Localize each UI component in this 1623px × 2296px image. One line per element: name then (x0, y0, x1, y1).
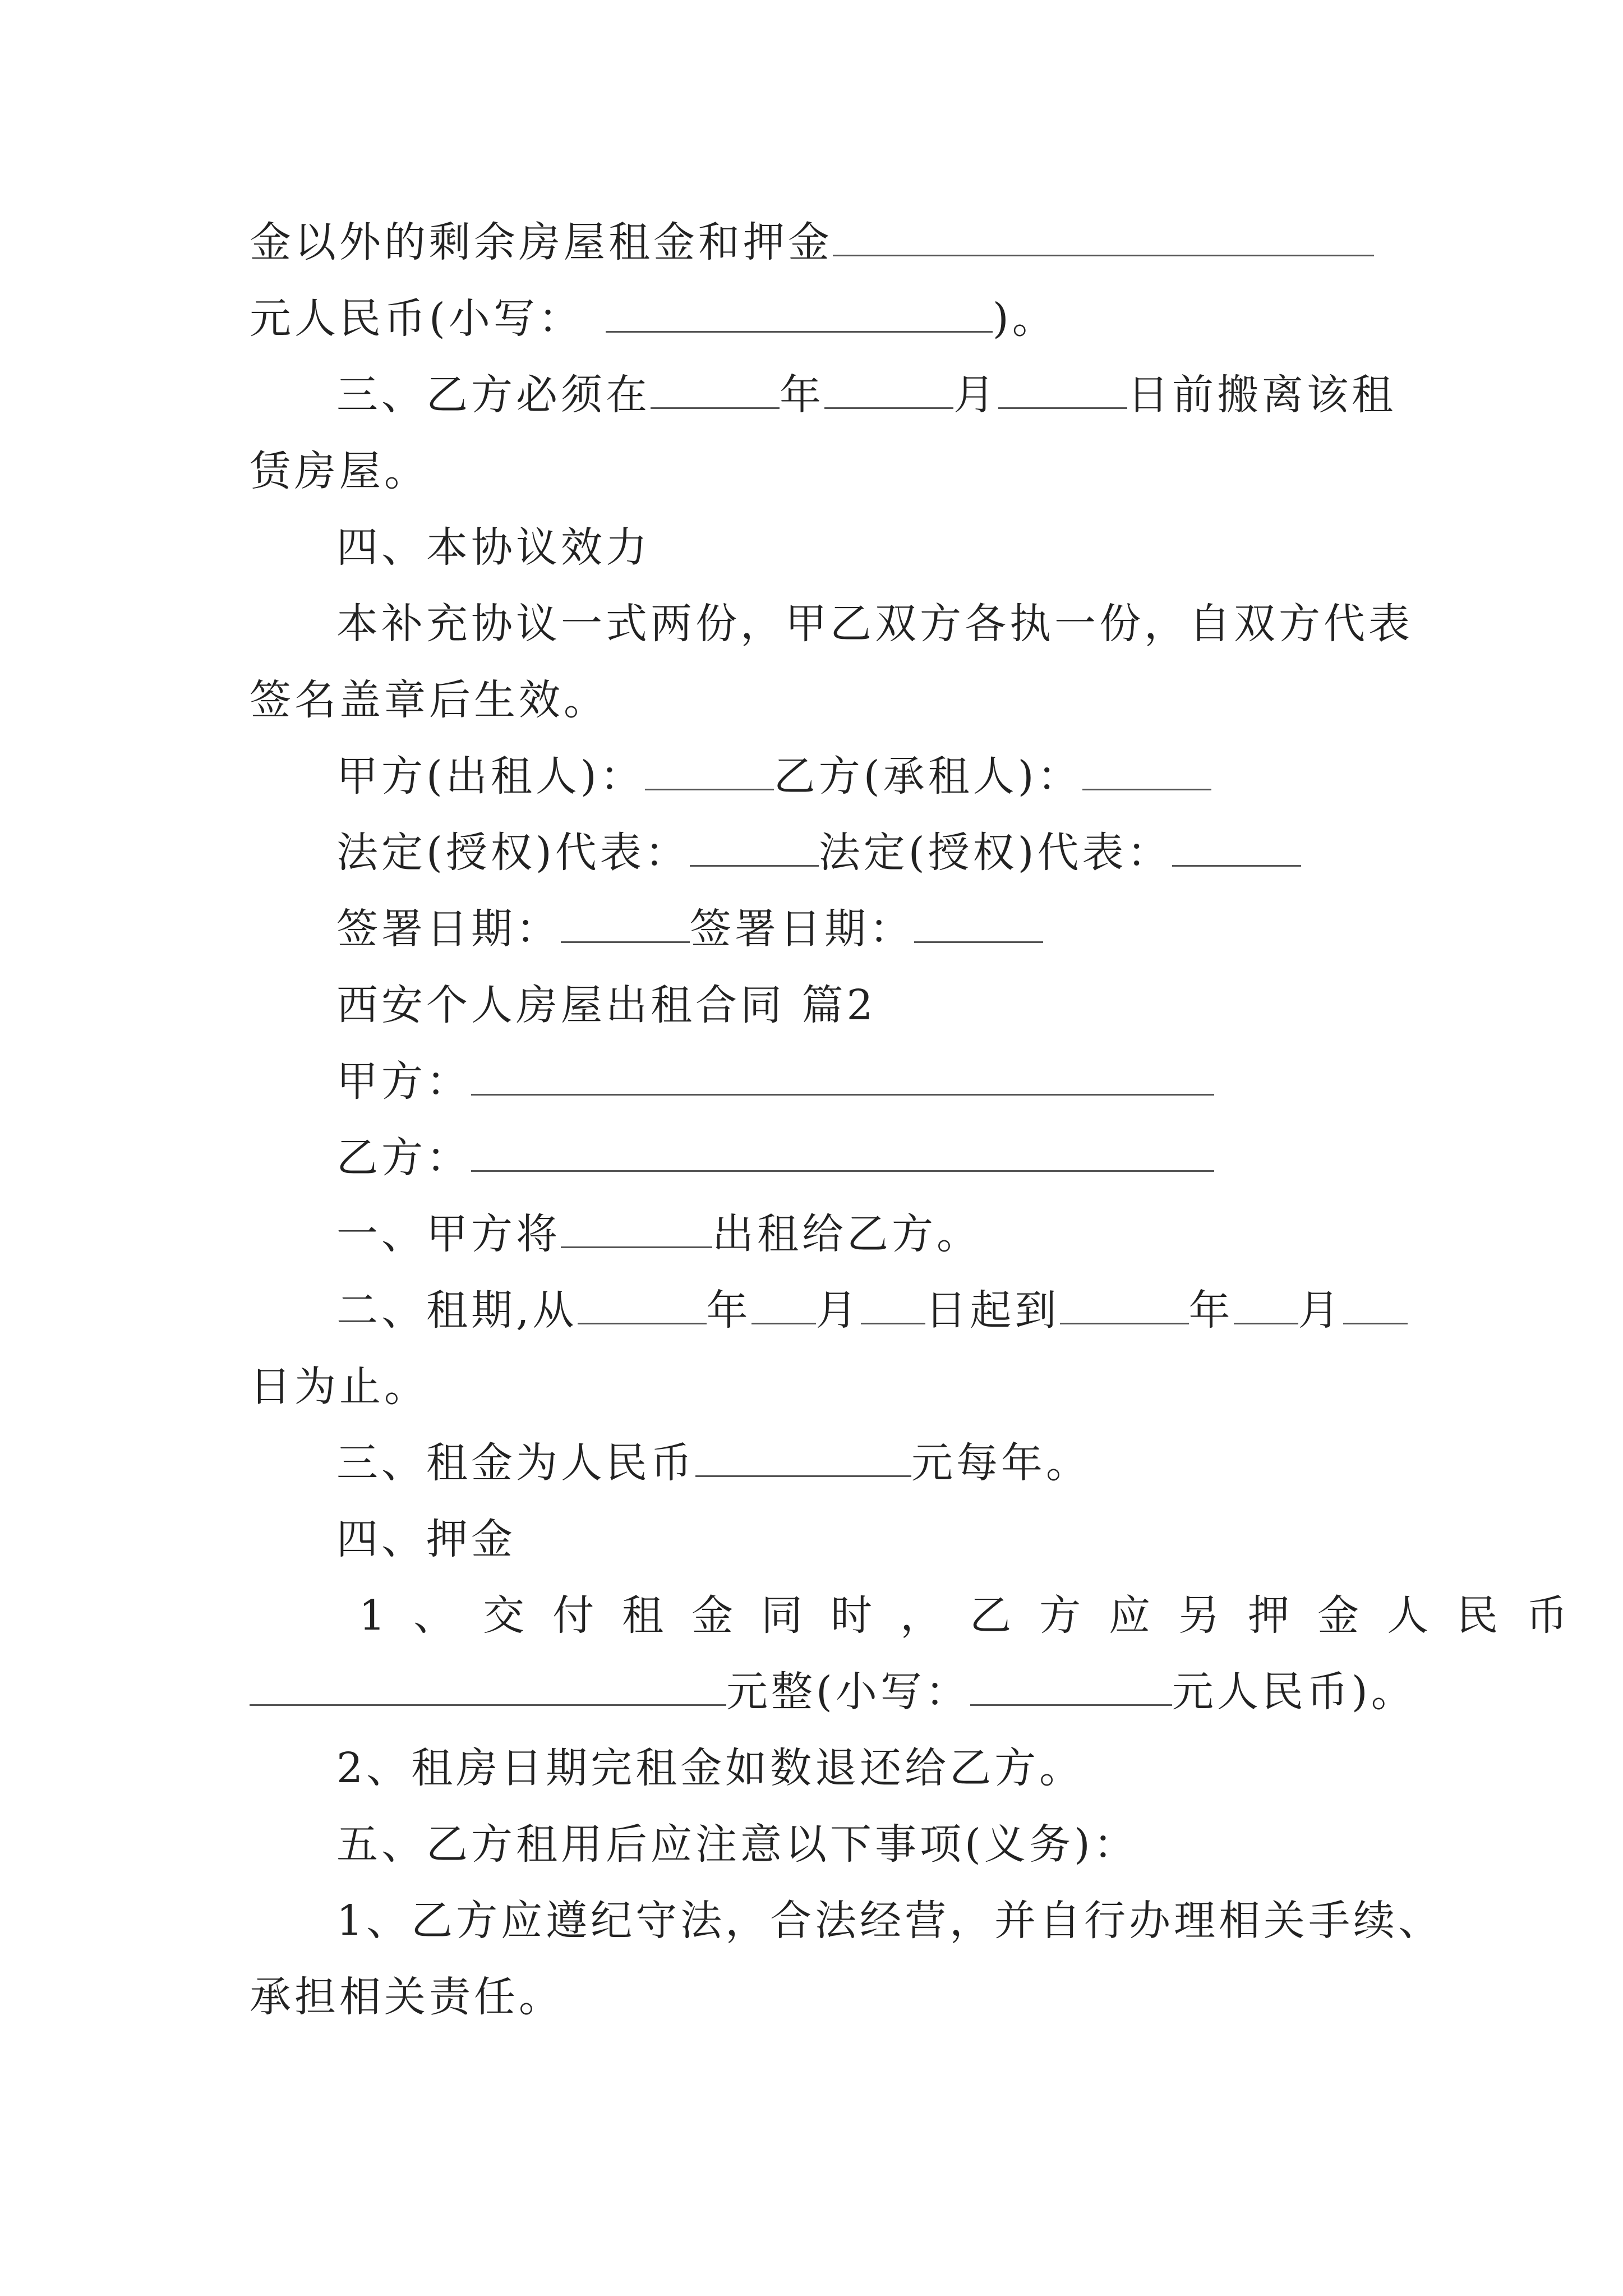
text-segment: 元人民币)。 (1172, 1668, 1416, 1716)
text-segment: 月 (815, 1286, 861, 1335)
text-line (250, 672, 608, 728)
fill-in-blank[interactable] (998, 374, 1127, 409)
text-segment: 本补充协议一式两份，甲乙双方各执一份，自双方代表 (336, 600, 1413, 648)
text-segment: 月 (953, 371, 998, 419)
text-segment: 承担相关责任。 (250, 1973, 564, 2021)
text-segment: 1、乙方应遵纪守法，合法经营，并自行办理相关手续、 (336, 1897, 1444, 1945)
text-segment: 二、租期,从 (336, 1286, 578, 1335)
text-segment: 元整(小写： (726, 1668, 970, 1716)
fill-in-blank[interactable] (1343, 1289, 1408, 1324)
text-line (336, 1053, 1214, 1110)
text-segment: 甲方(出租人)： (336, 752, 645, 800)
fill-in-blank[interactable] (751, 1289, 816, 1324)
text-line (336, 1740, 1084, 1796)
text-segment: 年 (706, 1286, 751, 1335)
text-segment: 月 (1298, 1286, 1343, 1335)
fill-in-blank[interactable] (1172, 831, 1301, 867)
text-line (250, 1664, 1416, 1720)
text-line (336, 748, 1211, 804)
fill-in-blank[interactable] (651, 374, 780, 409)
fill-in-blank[interactable] (1082, 755, 1211, 790)
text-segment: 1、交付租金同时，乙方应另押金人民币 (359, 1591, 1596, 1640)
text-segment: 甲方： (336, 1057, 471, 1106)
text-segment: 日前搬离该租 (1127, 371, 1396, 419)
text-line (359, 1588, 1596, 1644)
text-line (336, 1511, 516, 1567)
fill-in-blank[interactable] (690, 831, 819, 867)
text-segment: 法定(授权)代表： (336, 829, 690, 877)
text-segment: 2、租房日期完租金如数退还给乙方。 (336, 1744, 1085, 1792)
text-segment: 赁房屋。 (250, 447, 429, 495)
fill-in-blank[interactable] (645, 755, 774, 790)
fill-in-blank[interactable] (833, 221, 1374, 256)
text-line (336, 519, 651, 576)
fill-in-blank[interactable] (471, 1060, 1214, 1096)
text-line (250, 214, 1374, 270)
text-segment: 法定(授权)代表： (818, 829, 1172, 877)
text-segment: 金以外的剩余房屋租金和押金 (250, 218, 833, 266)
text-segment: 出租给乙方。 (712, 1210, 981, 1258)
text-segment: 乙方(承租人)： (773, 752, 1082, 800)
fill-in-blank[interactable] (578, 1289, 707, 1324)
text-line (336, 367, 1396, 423)
text-segment: 元人民币(小写： (250, 295, 583, 343)
fill-in-blank[interactable] (861, 1289, 925, 1324)
text-segment: 日起到 (925, 1286, 1060, 1335)
text-line (250, 1969, 564, 2025)
text-line (336, 977, 877, 1033)
fill-in-blank[interactable] (695, 1442, 911, 1477)
section-heading: 四、押金 (336, 1515, 516, 1563)
fill-in-blank[interactable] (1234, 1289, 1298, 1324)
text-segment: 三、租金为人民币 (336, 1439, 695, 1487)
text-segment: 元每年。 (911, 1439, 1091, 1487)
fill-in-blank[interactable] (561, 908, 690, 943)
text-segment: 乙方： (336, 1134, 471, 1182)
text-line (336, 825, 1301, 881)
section-heading: 五、乙方租用后应注意以下事项(义务)： (336, 1820, 1138, 1869)
text-segment: 年 (780, 371, 824, 419)
text-line (336, 901, 1043, 957)
fill-in-blank[interactable] (250, 1671, 726, 1706)
text-segment: 年 (1188, 1286, 1234, 1335)
text-line (336, 1282, 1408, 1338)
text-line (336, 596, 1413, 652)
text-segment: )。 (992, 295, 1057, 343)
text-segment: 三、乙方必须在 (336, 371, 651, 419)
text-line (336, 1435, 1091, 1491)
text-segment: 签名盖章后生效。 (250, 676, 608, 724)
text-line (336, 1816, 1138, 1872)
text-line (250, 443, 429, 499)
text-segment: 一、甲方将 (336, 1210, 561, 1258)
text-line (336, 1206, 981, 1262)
text-segment: 签署日期： (336, 905, 561, 953)
text-line (250, 1359, 429, 1415)
text-line (336, 1893, 1443, 1949)
fill-in-blank[interactable] (471, 1137, 1214, 1172)
fill-in-blank[interactable] (606, 297, 993, 333)
fill-in-blank[interactable] (824, 374, 953, 409)
document-title: 西安个人房屋出租合同 篇2 (336, 981, 877, 1029)
text-segment: 签署日期： (690, 905, 914, 953)
fill-in-blank[interactable] (914, 908, 1043, 943)
text-segment: 日为止。 (250, 1363, 429, 1411)
text-line (250, 291, 1057, 347)
section-heading: 四、本协议效力 (336, 523, 651, 572)
fill-in-blank[interactable] (561, 1213, 712, 1248)
fill-in-blank[interactable] (970, 1671, 1172, 1706)
fill-in-blank[interactable] (1060, 1289, 1189, 1324)
text-line (336, 1130, 1214, 1186)
